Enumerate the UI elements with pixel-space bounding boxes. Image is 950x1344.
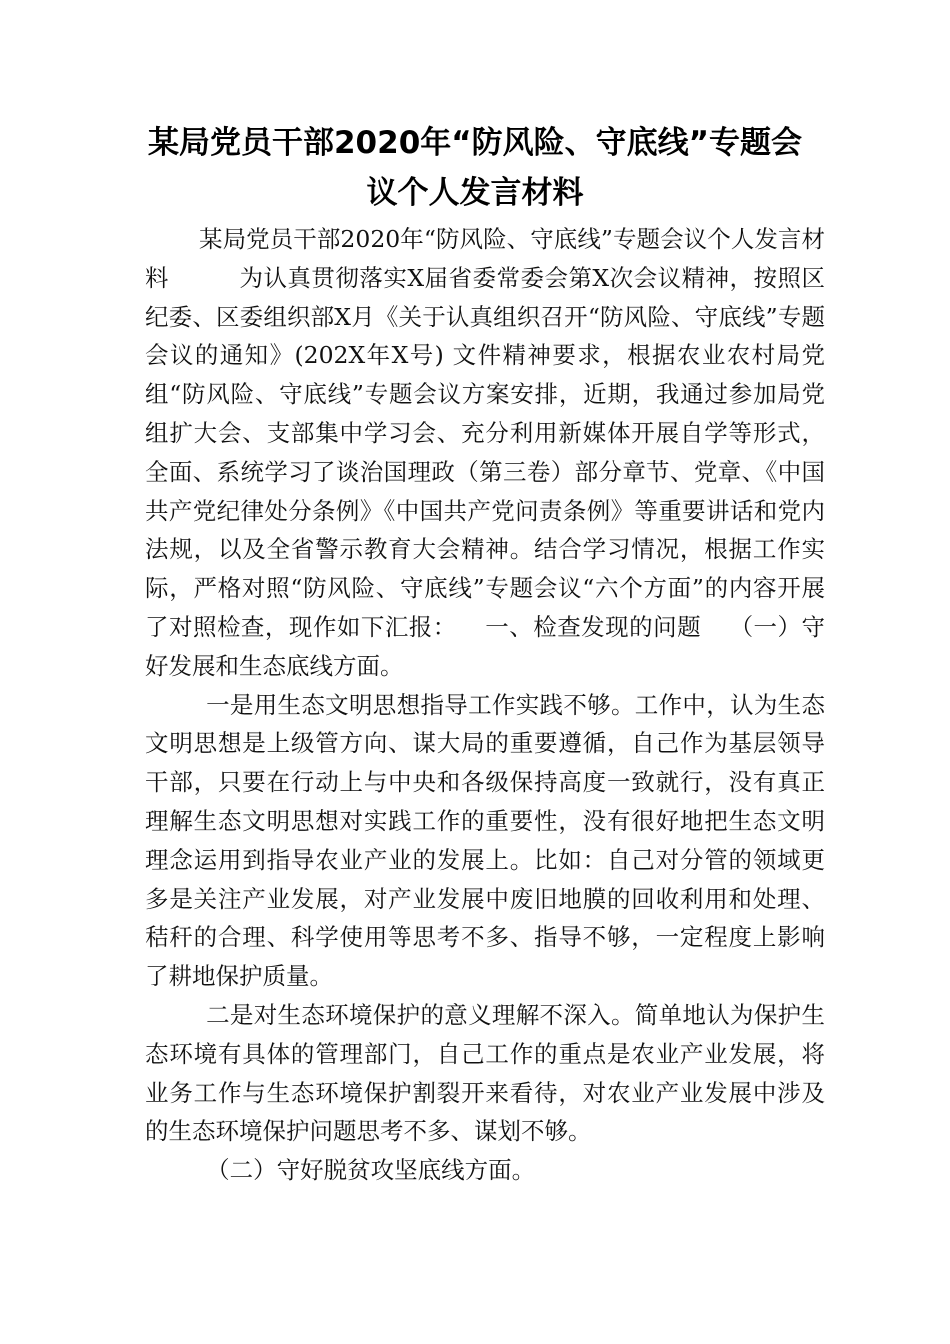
paragraph-1: 一是用生态文明思想指导工作实践不够。工作中，认为生态文明思想是上级管方向、谋大局的重要遵循，自己作为基层领导干部，只要在行动上与中央和各级保持高度一致就行，没有真正理解生态文明思想对实践工作的重要性，没有很好地把生态文明理念运用到指导农业产业的发展上。比如：自己对分管的领域更多是关注产业发展，对产业发展中废旧地膜的回收利用和处理、秸秆的合理、科学使用等思考不多、指导不够，一定程度上影响了耕地保护质量。 [145, 690, 825, 991]
document-body [145, 220, 825, 1190]
subsection-heading-2: （二）守好脱贫攻坚底线方面。 [206, 1156, 536, 1185]
intro-paragraph [145, 220, 825, 686]
paragraph-2: 二是对生态环境保护的意义理解不深入。简单地认为保护生态环境有具体的管理部门，自己工作的重点是农业产业发展，将业务工作与生态环境保护割裂开来看待，对农业产业发展中涉及的生态环境保护问题思考不多、谋划不够。 [145, 1000, 825, 1146]
subsection-heading-1: （一）守好发展和生态底线方面。 [145, 612, 826, 680]
intro-title-repeat: 某局党员干部2020年“防风险、守底线”专题会议个人发言材料 [145, 225, 825, 292]
section-heading-1: 一、检查发现的问题 [484, 612, 702, 641]
document-title: 某局党员干部2020年“防风险、守底线”专题会议个人发言材料 [147, 125, 803, 211]
intro-body: 为认真贯彻落实X届省委常委会第X次会议精神，按照区纪委、区委组织部X月《关于认真组织召开“防风险、守底线”专题会议的通知》(202X年X号) 文件精神要求，根据农业农村局党组“防风险、守底线”专题会议方案安排，近期，我通过参加局党组扩大会、支部集中学习会、充分利用新媒体开展自学等形式，全面、系统学习了谈治国理政（第三卷）部分章节、党章、《中国共产党纪律处分条例》《中国共产党问责条例》等重要讲话和党内法规，以及全省警示教育大会精神。结合学习情况，根据工作实际，严格对照“防风险、守底线”专题会议“六个方面”的内容开展了对照检查，现作如下汇报： [145, 263, 825, 641]
